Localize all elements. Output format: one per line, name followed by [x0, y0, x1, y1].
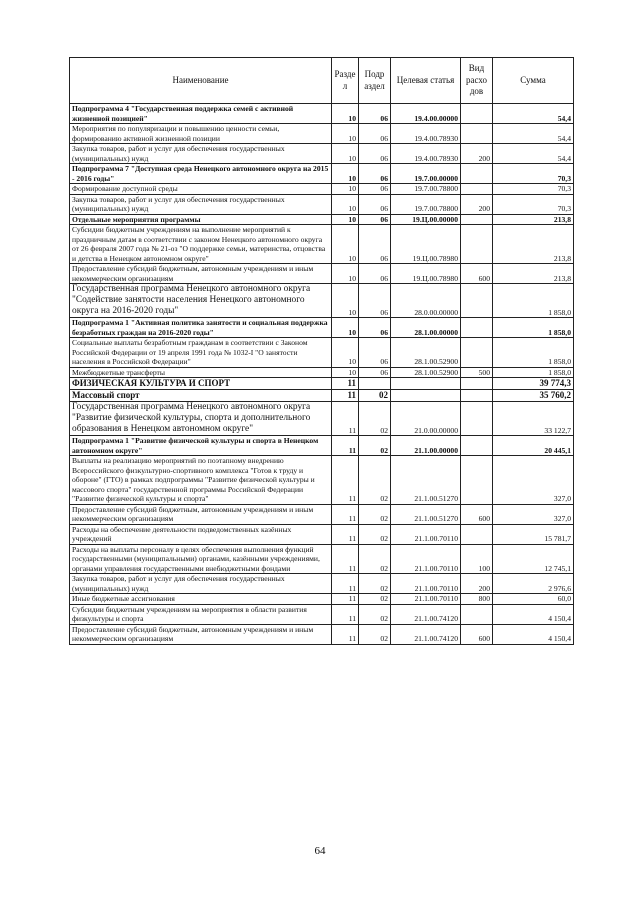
- name-cell: Мероприятия по популяризации и повышению ценности семьи, формированию активной жизненной позиции: [70, 124, 332, 144]
- subsection-cell: 06: [359, 264, 391, 284]
- name-cell: Предоставление субсидий бюджетным, автономным учреждениям и иным некоммерческим организациям: [70, 624, 332, 644]
- table-body: [70, 104, 574, 645]
- name-cell: Субсидии бюджетным учреждениям на выполнение мероприятий к праздничным датам в соответствии с законом Ненецкого автономного округа от 26 февраля 2007 года № 21-оз "О поддержке семьи, материнства, отцовства и детства в Ненецком автономном округе": [70, 225, 332, 264]
- table-row: [70, 184, 574, 195]
- expense-kind-cell: [461, 124, 493, 144]
- name-cell: Предоставление субсидий бюджетным, автономным учреждениям и иным некоммерческим организациям: [70, 264, 332, 284]
- target-article-cell: 19.Ц.00.78980: [391, 264, 461, 284]
- section-cell: 10: [332, 214, 359, 225]
- sum-cell: 35 760,2: [493, 390, 574, 402]
- subsection-cell: 02: [359, 604, 391, 624]
- table-row: [70, 436, 574, 456]
- target-article-cell: 28.0.00.00000: [391, 284, 461, 318]
- section-cell: 11: [332, 544, 359, 574]
- subsection-cell: 06: [359, 104, 391, 124]
- sum-cell: 1 858,0: [493, 284, 574, 318]
- table-row: [70, 284, 574, 318]
- name-cell: Субсидии бюджетным учреждениям на мероприятия в области развития физкультуры и спорта: [70, 604, 332, 624]
- section-cell: 10: [332, 194, 359, 214]
- target-article-cell: 19.Ц.00.78980: [391, 225, 461, 264]
- header-expense-kind: Вид расхо дов: [461, 58, 493, 104]
- sum-cell: 20 445,1: [493, 436, 574, 456]
- sum-cell: 70,3: [493, 184, 574, 195]
- target-article-cell: 19.7.00.00000: [391, 164, 461, 184]
- name-cell: Государственная программа Ненецкого автономного округа "Развитие физической культуры, спорта и дополнительного образования в Ненецком автономном округе": [70, 402, 332, 436]
- target-article-cell: 21.0.00.00000: [391, 402, 461, 436]
- sum-cell: 1 858,0: [493, 318, 574, 338]
- header-sum: Сумма: [493, 58, 574, 104]
- section-cell: 11: [332, 594, 359, 605]
- subsection-cell: 02: [359, 574, 391, 594]
- name-cell: Подпрограмма 7 "Доступная среда Ненецкого автономного округа на 2015 - 2016 годы": [70, 164, 332, 184]
- table-row: [70, 214, 574, 225]
- expense-kind-cell: 600: [461, 264, 493, 284]
- table-row: [70, 104, 574, 124]
- name-cell: ФИЗИЧЕСКАЯ КУЛЬТУРА И СПОРТ: [70, 378, 332, 390]
- sum-cell: 54,4: [493, 124, 574, 144]
- sum-cell: 12 745,1: [493, 544, 574, 574]
- sum-cell: 1 858,0: [493, 338, 574, 368]
- section-cell: 10: [332, 338, 359, 368]
- name-cell: Отдельные мероприятия программы: [70, 214, 332, 225]
- name-cell: Расходы на выплаты персоналу в целях обеспечения выполнения функций государственными (муниципальными) органами, казёнными учреждениями, органами управления государственными внебюджетными фондами: [70, 544, 332, 574]
- table-row: [70, 225, 574, 264]
- section-cell: 10: [332, 184, 359, 195]
- section-cell: 11: [332, 604, 359, 624]
- sum-cell: 54,4: [493, 104, 574, 124]
- target-article-cell: 21.1.00.51270: [391, 456, 461, 505]
- sum-cell: 54,4: [493, 144, 574, 164]
- subsection-cell: 06: [359, 184, 391, 195]
- subsection-cell: 06: [359, 284, 391, 318]
- section-cell: 11: [332, 436, 359, 456]
- name-cell: Социальные выплаты безработным гражданам в соответствии с Законом Российской Федерации от 19 апреля 1991 года № 1032-I "О занятости населения в Российской Федерации": [70, 338, 332, 368]
- name-cell: Подпрограмма 1 "Активная политика занятости и социальная поддержка безработных граждан на 2016-2020 годы": [70, 318, 332, 338]
- target-article-cell: 19.4.00.78930: [391, 124, 461, 144]
- section-cell: 11: [332, 574, 359, 594]
- subsection-cell: 02: [359, 524, 391, 544]
- target-article-cell: 21.1.00.70110: [391, 574, 461, 594]
- name-cell: Расходы на обеспечение деятельности подведомственных казённых учреждений: [70, 524, 332, 544]
- target-article-cell: 21.1.00.00000: [391, 436, 461, 456]
- header-section: Разде л: [332, 58, 359, 104]
- table-row: [70, 144, 574, 164]
- expense-kind-cell: [461, 318, 493, 338]
- section-cell: 10: [332, 144, 359, 164]
- expense-kind-cell: [461, 184, 493, 195]
- target-article-cell: 28.1.00.52900: [391, 338, 461, 368]
- sum-cell: 70,3: [493, 164, 574, 184]
- table-row: [70, 544, 574, 574]
- sum-cell: 39 774,3: [493, 378, 574, 390]
- section-cell: 11: [332, 504, 359, 524]
- target-article-cell: 21.1.00.70110: [391, 594, 461, 605]
- name-cell: Межбюджетные трансферты: [70, 367, 332, 378]
- subsection-cell: 06: [359, 214, 391, 225]
- target-article-cell: [391, 390, 461, 402]
- expense-kind-cell: [461, 214, 493, 225]
- target-article-cell: 21.1.00.51270: [391, 504, 461, 524]
- subsection-cell: 02: [359, 436, 391, 456]
- target-article-cell: 19.7.00.78800: [391, 184, 461, 195]
- table-row: [70, 456, 574, 505]
- expense-kind-cell: [461, 104, 493, 124]
- sum-cell: 4 150,4: [493, 604, 574, 624]
- subsection-cell: 06: [359, 338, 391, 368]
- name-cell: Иные бюджетные ассигнования: [70, 594, 332, 605]
- target-article-cell: 21.1.00.70110: [391, 524, 461, 544]
- table-row: [70, 318, 574, 338]
- sum-cell: 2 976,6: [493, 574, 574, 594]
- expense-kind-cell: [461, 284, 493, 318]
- sum-cell: 15 781,7: [493, 524, 574, 544]
- sum-cell: 1 858,0: [493, 367, 574, 378]
- budget-table: [69, 57, 574, 645]
- header-name: Наименование: [70, 58, 332, 104]
- expense-kind-cell: [461, 436, 493, 456]
- table-row: [70, 594, 574, 605]
- section-cell: 10: [332, 284, 359, 318]
- section-cell: 10: [332, 225, 359, 264]
- header-target-article: Целевая статья: [391, 58, 461, 104]
- subsection-cell: 06: [359, 194, 391, 214]
- name-cell: Подпрограмма 1 "Развитие физической культуры и спорта в Ненецком автономном округе": [70, 436, 332, 456]
- subsection-cell: 06: [359, 367, 391, 378]
- target-article-cell: 19.Ц.00.00000: [391, 214, 461, 225]
- expense-kind-cell: 100: [461, 544, 493, 574]
- target-article-cell: [391, 378, 461, 390]
- subsection-cell: 06: [359, 144, 391, 164]
- name-cell: Формирование доступной среды: [70, 184, 332, 195]
- subsection-cell: 02: [359, 504, 391, 524]
- table-row: [70, 338, 574, 368]
- table-row: [70, 604, 574, 624]
- table-row: [70, 264, 574, 284]
- page-number: 64: [314, 845, 326, 857]
- sum-cell: 327,0: [493, 456, 574, 505]
- section-cell: 10: [332, 367, 359, 378]
- expense-kind-cell: [461, 378, 493, 390]
- section-cell: 10: [332, 124, 359, 144]
- target-article-cell: 28.1.00.00000: [391, 318, 461, 338]
- expense-kind-cell: [461, 456, 493, 505]
- table-row: [70, 378, 574, 390]
- subsection-cell: 02: [359, 456, 391, 505]
- table-row: [70, 574, 574, 594]
- expense-kind-cell: [461, 164, 493, 184]
- subsection-cell: 06: [359, 225, 391, 264]
- name-cell: Подпрограмма 4 "Государственная поддержка семей с активной жизненной позицией": [70, 104, 332, 124]
- target-article-cell: 19.4.00.00000: [391, 104, 461, 124]
- expense-kind-cell: 200: [461, 194, 493, 214]
- sum-cell: 33 122,7: [493, 402, 574, 436]
- subsection-cell: 02: [359, 594, 391, 605]
- target-article-cell: 21.1.00.74120: [391, 604, 461, 624]
- table-row: [70, 402, 574, 436]
- expense-kind-cell: 800: [461, 594, 493, 605]
- expense-kind-cell: 600: [461, 624, 493, 644]
- name-cell: Закупка товаров, работ и услуг для обеспечения государственных (муниципальных) нужд: [70, 194, 332, 214]
- section-cell: 11: [332, 624, 359, 644]
- expense-kind-cell: [461, 338, 493, 368]
- target-article-cell: 28.1.00.52900: [391, 367, 461, 378]
- section-cell: 11: [332, 390, 359, 402]
- subsection-cell: 02: [359, 544, 391, 574]
- table-header-row: [70, 58, 574, 104]
- sum-cell: 4 150,4: [493, 624, 574, 644]
- sum-cell: 213,8: [493, 264, 574, 284]
- expense-kind-cell: 200: [461, 144, 493, 164]
- section-cell: 10: [332, 318, 359, 338]
- target-article-cell: 21.1.00.74120: [391, 624, 461, 644]
- name-cell: Массовый спорт: [70, 390, 332, 402]
- section-cell: 11: [332, 456, 359, 505]
- section-cell: 10: [332, 104, 359, 124]
- table-row: [70, 504, 574, 524]
- name-cell: Закупка товаров, работ и услуг для обеспечения государственных (муниципальных) нужд: [70, 574, 332, 594]
- section-cell: 10: [332, 264, 359, 284]
- section-cell: 11: [332, 524, 359, 544]
- subsection-cell: 06: [359, 124, 391, 144]
- subsection-cell: 06: [359, 164, 391, 184]
- table-row: [70, 194, 574, 214]
- table-row: [70, 524, 574, 544]
- table-row: [70, 164, 574, 184]
- expense-kind-cell: 500: [461, 367, 493, 378]
- section-cell: 11: [332, 378, 359, 390]
- table-row: [70, 367, 574, 378]
- name-cell: Выплаты на реализацию мероприятий по поэтапному внедрению Всероссийского физкультурно-спортивного комплекса "Готов к труду и обороне" (ГТО) в рамках подпрограммы "Развитие физической культуры и массового спорта" государственной программы Российской Федерации "Развитие физической культуры и спорта": [70, 456, 332, 505]
- sum-cell: 213,8: [493, 214, 574, 225]
- subsection-cell: 06: [359, 318, 391, 338]
- section-cell: 11: [332, 402, 359, 436]
- header-subsection: Подр аздел: [359, 58, 391, 104]
- subsection-cell: [359, 378, 391, 390]
- expense-kind-cell: 600: [461, 504, 493, 524]
- expense-kind-cell: [461, 402, 493, 436]
- sum-cell: 327,0: [493, 504, 574, 524]
- expense-kind-cell: [461, 390, 493, 402]
- expense-kind-cell: 200: [461, 574, 493, 594]
- sum-cell: 60,0: [493, 594, 574, 605]
- name-cell: Закупка товаров, работ и услуг для обеспечения государственных (муниципальных) нужд: [70, 144, 332, 164]
- expense-kind-cell: [461, 524, 493, 544]
- name-cell: Государственная программа Ненецкого автономного округа "Содействие занятости населения Ненецкого автономного округа на 2016-2020 годы": [70, 284, 332, 318]
- target-article-cell: 19.4.00.78930: [391, 144, 461, 164]
- sum-cell: 213,8: [493, 225, 574, 264]
- section-cell: 10: [332, 164, 359, 184]
- sum-cell: 70,3: [493, 194, 574, 214]
- table-row: [70, 124, 574, 144]
- subsection-cell: 02: [359, 402, 391, 436]
- table-row: [70, 624, 574, 644]
- target-article-cell: 21.1.00.70110: [391, 544, 461, 574]
- expense-kind-cell: [461, 225, 493, 264]
- subsection-cell: 02: [359, 390, 391, 402]
- subsection-cell: 02: [359, 624, 391, 644]
- expense-kind-cell: [461, 604, 493, 624]
- table-row: [70, 390, 574, 402]
- name-cell: Предоставление субсидий бюджетным, автономным учреждениям и иным некоммерческим организациям: [70, 504, 332, 524]
- target-article-cell: 19.7.00.78800: [391, 194, 461, 214]
